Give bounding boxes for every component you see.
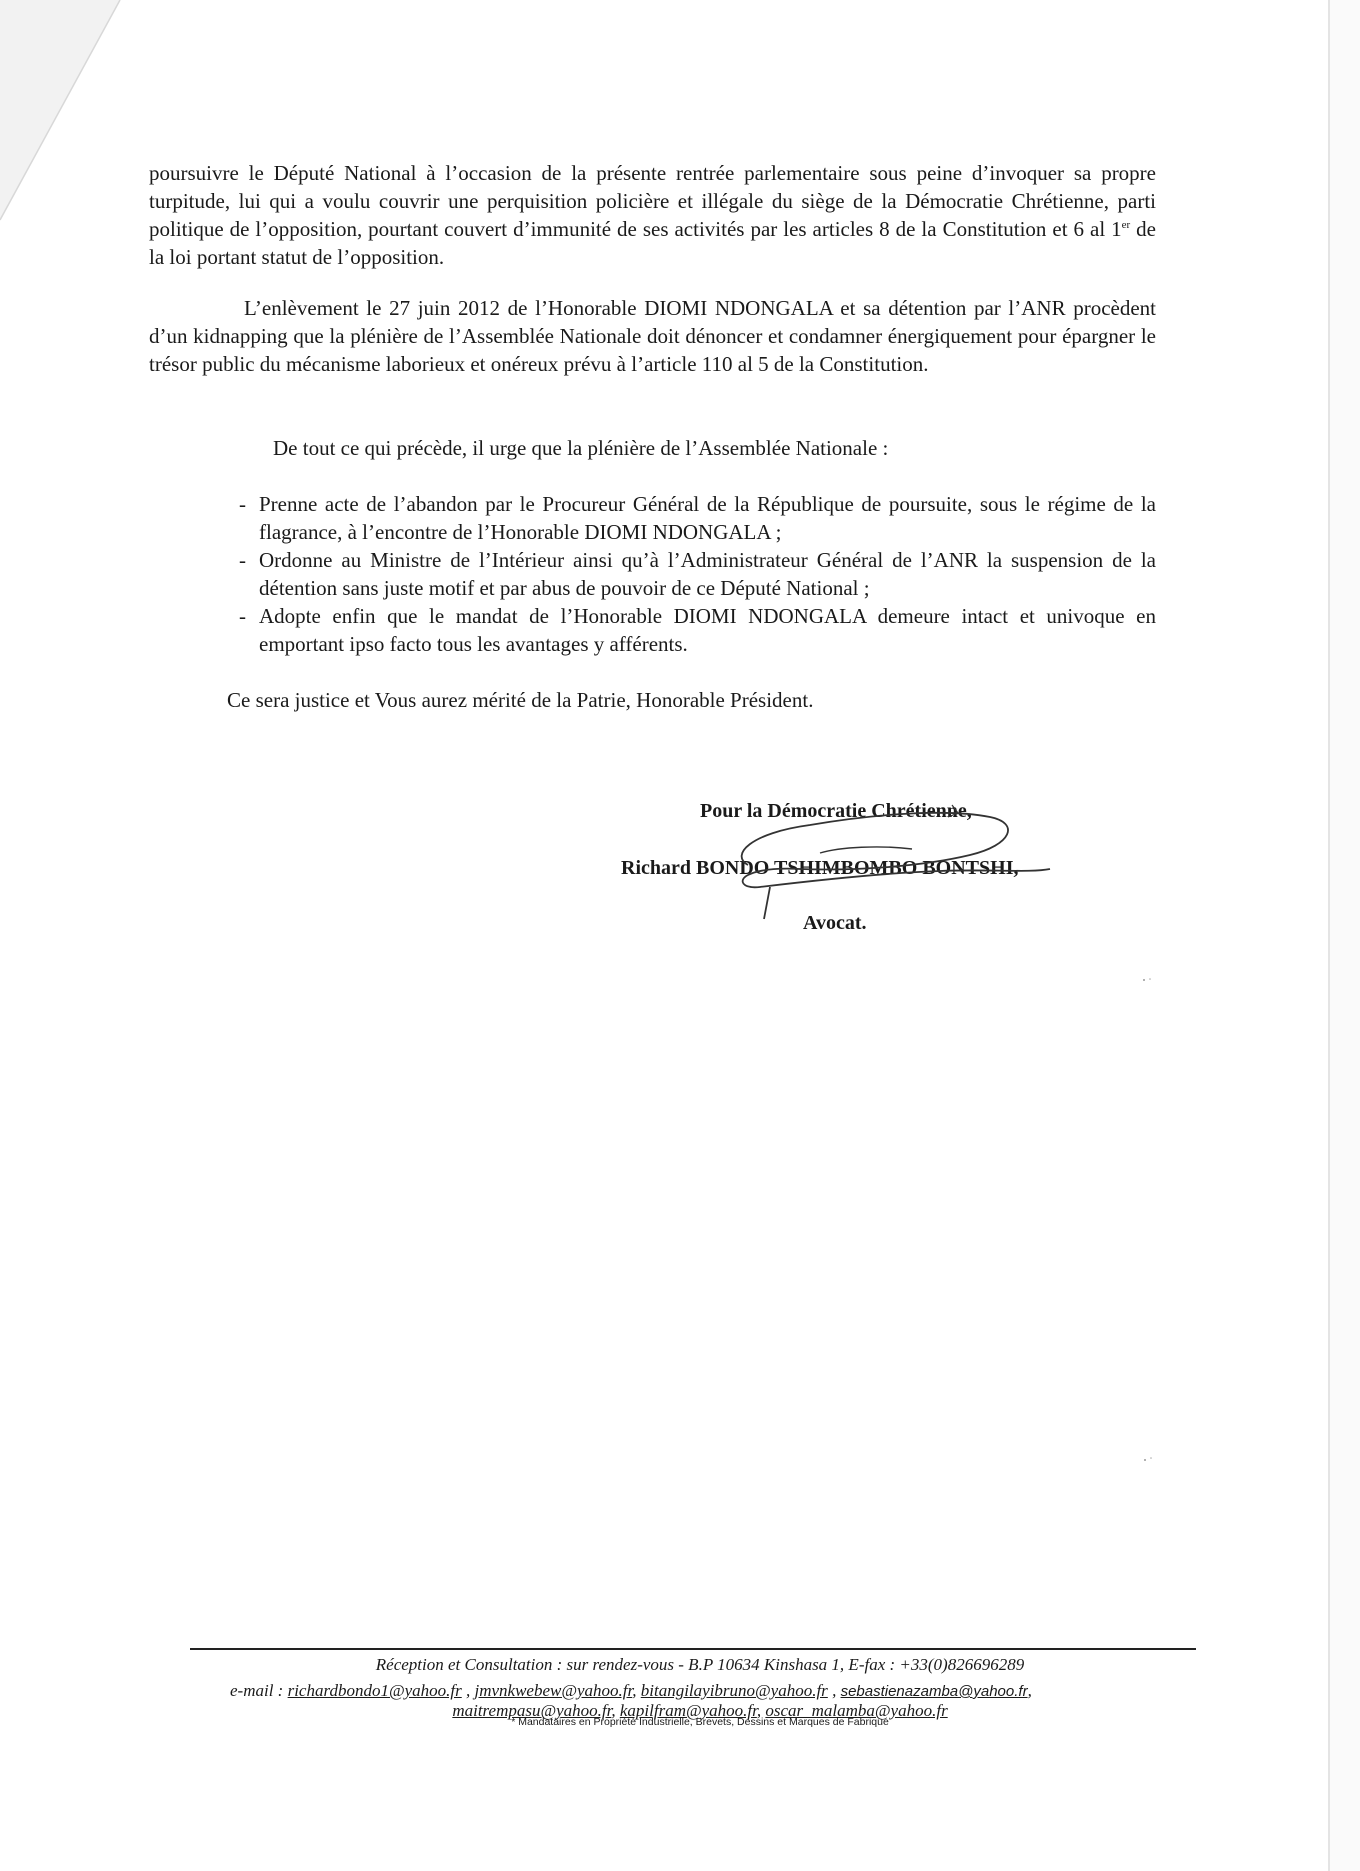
signature-name: Richard BONDO TSHIMBOMBO BONTSHI, [621, 857, 1019, 879]
signature-organization: Pour la Démocratie Chrétienne, [700, 800, 972, 822]
email-link[interactable]: kapilfram@yahoo.fr [619, 1701, 757, 1720]
email-link[interactable]: oscar_malamba@yahoo.fr [765, 1701, 948, 1720]
closing-sentence: Ce sera justice et Vous aurez mérité de la Patrie, Honorable Président. [227, 688, 814, 712]
list-bullet: - [239, 604, 246, 628]
scan-speck [1140, 1455, 1160, 1465]
paragraph-3: De tout ce qui précède, il urge que la plénière de l’Assemblée Nationale : [273, 436, 889, 460]
footer-note: * Mandataires en Propriété Industrielle, Brevets, Dessins et Marques de Fabrique [511, 1716, 889, 1728]
folded-corner [0, 0, 140, 230]
footer-emails-line-2: maitrempasu@yahoo.fr, kapilfram@yahoo.fr, oscar_malamba@yahoo.fr [452, 1701, 948, 1720]
scan-speck [1140, 975, 1160, 985]
page-edge-line [1328, 0, 1330, 1871]
list-bullet: - [239, 548, 246, 572]
list-item [239, 546, 1156, 602]
paragraph-1-text: poursuivre le Député National à l’occasion de la présente rentrée parlementaire sous peine d’invoquer sa propre turpitude, lui qui a voulu couvrir une perquisition policière et illégale du siège de la Démocratie Chrétienne, parti politique de l’opposition, pourtant couvert d’immunité de ses activités par les articles 8 de la Constitution et 6 al 1 [149, 161, 1156, 241]
handwritten-signature [690, 795, 1090, 935]
email-label: e-mail : [230, 1681, 284, 1700]
superscript-er: er [1121, 219, 1131, 231]
email-link[interactable]: sebastienazamba@yahoo.fr [840, 1683, 1028, 1700]
paragraph-1 [149, 159, 1156, 271]
list-bullet: - [239, 492, 246, 516]
paragraph-1-text-end: de la loi portant statut de l’opposition. [149, 217, 1156, 269]
email-link[interactable]: maitrempasu@yahoo.fr [452, 1701, 612, 1720]
paragraph-2: L’enlèvement le 27 juin 2012 de l’Honorable DIOMI NDONGALA et sa détention par l’ANR procèdent d’un kidnapping que la plénière de l’Assemblée Nationale doit dénoncer et condamner énergiquement pour épargner le trésor public du mécanisme laborieux et onéreux prévu à l’article 110 al 5 de la Constitution. [149, 296, 1156, 376]
footer-emails-line-1: e-mail : richardbondo1@yahoo.fr , jmvnkwebew@yahoo.fr, bitangilayibruno@yahoo.fr , sebastienazamba@yahoo.fr, [230, 1681, 1032, 1700]
list-item [239, 602, 1156, 658]
list-item-text: Ordonne au Ministre de l’Intérieur ainsi qu’à l’Administrateur Général de l’ANR la suspension de la détention sans juste motif et par abus de pouvoir de ce Député National ; [259, 548, 1156, 600]
email-link[interactable]: bitangilayibruno@yahoo.fr [640, 1681, 828, 1700]
page-edge [1330, 0, 1360, 1871]
signature-title: Avocat. [803, 912, 867, 934]
demands-list [239, 490, 1156, 658]
list-item-text: Adopte enfin que le mandat de l’Honorable DIOMI NDONGALA demeure intact et univoque en emportant ipso facto tous les avantages y afférents. [259, 604, 1156, 656]
footer-divider [190, 1648, 1196, 1650]
email-link[interactable]: jmvnkwebew@yahoo.fr [474, 1681, 633, 1700]
footer-address: Réception et Consultation : sur rendez-vous - B.P 10634 Kinshasa 1, E-fax : +33(0)826696289 [375, 1655, 1025, 1674]
list-item [239, 490, 1156, 546]
list-item-text: Prenne acte de l’abandon par le Procureur Général de la République de poursuite, sous le régime de la flagrance, à l’encontre de l’Honorable DIOMI NDONGALA ; [259, 492, 1156, 544]
email-link[interactable]: richardbondo1@yahoo.fr [287, 1681, 462, 1700]
